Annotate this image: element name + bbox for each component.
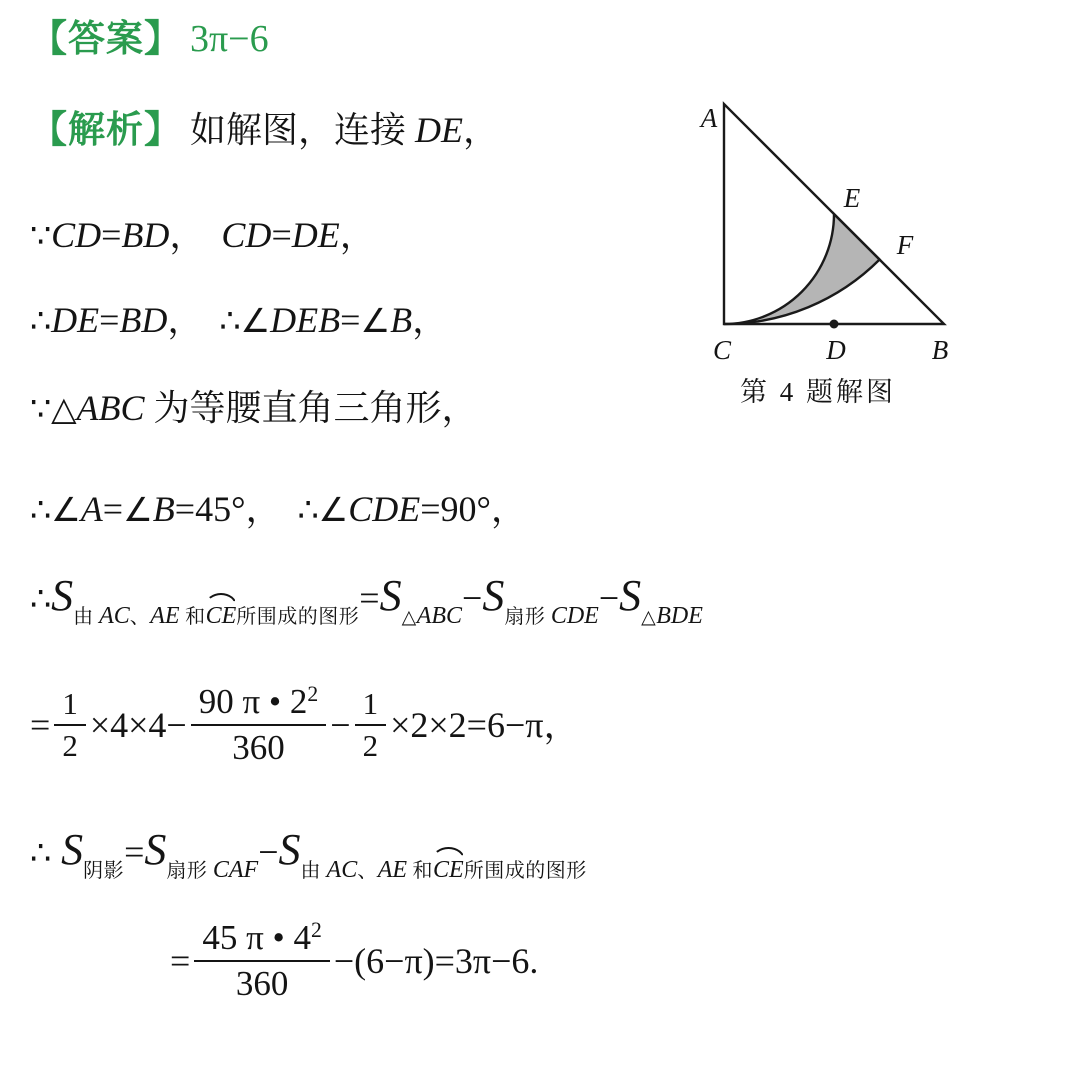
sub-text: 扇形 [166,860,213,882]
therefore-symbol: ∴ [297,490,319,530]
sub-text: AE [377,857,408,883]
math-text: = [271,215,292,256]
area-symbol: S [482,570,505,620]
math-text: B [390,299,413,340]
sub-text: 扇形 [504,605,551,628]
math-text: B [152,489,175,530]
sub-text: 由 [73,605,100,628]
denominator: 2 [362,728,379,763]
shaded-region [724,214,880,324]
therefore-symbol: ∴ [219,300,241,340]
math-text: ， [339,215,376,256]
analysis-label: 【解析】 [30,109,182,151]
math-text: DEB [270,299,341,340]
subscript-shaded [83,860,124,882]
math-text: = [102,489,124,530]
math-text: ×2×2=6−π， [390,704,580,745]
area-symbol: S [619,570,642,620]
fraction-sector-CAF [194,918,330,1005]
because-symbol: ∵ [30,216,52,256]
math-text: ， [463,110,500,151]
math-text: −(6−π)=3π−6. [333,941,539,982]
analysis-line-7 [30,650,1080,800]
equals-sign: = [359,577,380,618]
math-text: CD [221,215,272,256]
triangle-symbol: △ [51,389,77,429]
area-symbol: S [379,570,402,620]
math-text: CD [51,215,102,256]
sub-text: CDE [550,602,599,629]
math-text: ， [412,299,449,340]
sub-text: AC [326,857,358,883]
therefore-symbol: ∴ [30,578,52,618]
equals-sign: = [170,941,191,982]
analysis-line-6 [30,570,1080,632]
angle-symbol: ∠ [360,300,391,340]
subscript-triangle-ABC [401,602,463,629]
fraction-one-half [355,686,387,763]
subscript-triangle-BDE [641,602,703,629]
minus-sign: − [462,577,483,618]
analysis-line-8 [30,825,1080,886]
angle-symbol: ∠ [240,300,271,340]
arc-CE: CE [433,854,464,886]
math-text: DE [51,299,100,340]
analysis-line-5 [30,485,1080,534]
area-symbol: S [144,825,167,874]
math-text: = [340,299,361,340]
denominator: 2 [62,728,78,763]
triangle-symbol: △ [641,605,657,628]
label-F: F [896,230,914,260]
math-text: = [101,215,122,256]
sub-text: AE [150,602,180,629]
equals-sign: = [30,704,51,745]
area-symbol: S [278,825,301,874]
exponent: 2 [311,918,322,943]
subscript-sector-CDE [504,602,599,629]
triangle-diagram [649,79,961,364]
answer-value: 3π−6 [190,18,269,60]
solution-figure [649,79,961,409]
math-text: DE [415,110,464,151]
sub-text: AC [99,602,130,629]
therefore-symbol: ∴ [30,300,52,340]
math-text: A [80,489,103,530]
numerator [191,682,327,726]
subscript-region-description [300,857,587,883]
math-text: 如解图，连接 [190,110,416,151]
sub-text: BDE [656,602,703,629]
minus-sign: − [258,832,279,872]
label-E: E [843,183,861,213]
numerator: 1 [54,686,86,726]
sub-text: 和 [407,860,434,882]
triangle-symbol: △ [401,605,417,628]
sub-text: 由 [300,860,327,882]
therefore-symbol: ∴ [30,490,52,530]
subscript-sector-CAF [166,857,259,883]
math-text: = [99,299,120,340]
label-D: D [826,335,846,364]
math-text: ， [169,215,206,256]
math-text: DE [291,215,340,256]
sub-text: CAF [212,857,259,883]
analysis-line-9 [170,886,1080,1036]
label-A: A [700,103,718,133]
sub-text: 、 [129,605,151,628]
equals-sign: = [124,832,145,872]
label-C: C [712,335,732,364]
math-text: ABC [76,388,145,429]
minus-sign: − [598,577,620,618]
denominator: 360 [232,728,285,767]
sub-text: ABC [416,602,463,629]
arc-CE: CE [206,600,237,632]
because-symbol: ∵ [30,389,52,429]
math-text: ， [167,299,204,340]
therefore-symbol: ∴ [30,833,52,872]
fraction-one-half [54,686,86,763]
angle-symbol: ∠ [318,490,349,530]
numerator [194,918,330,962]
math-text: =90°， [420,489,527,530]
numerator-text: 45 π • 4 [202,918,311,958]
math-text: ×4×4− [89,704,187,745]
fraction-sector-CDE [191,682,327,769]
point-D-dot [830,320,839,329]
math-text: BD [121,215,170,256]
sub-text: 阴影 [83,860,125,882]
area-symbol: S [61,825,84,874]
sub-text: 、 [357,860,378,882]
sub-text: 和 [179,605,206,628]
answer-label: 【答案】 [30,18,182,59]
numerator: 1 [355,686,387,726]
numerator-text: 90 π • 2 [198,681,308,721]
area-symbol: S [51,570,74,620]
figure-caption: 第 4 题解图 [740,377,896,407]
math-text: CDE [348,489,421,530]
denominator: 360 [235,964,289,1004]
exponent: 2 [307,681,319,706]
math-text: =45°， [174,489,282,530]
sub-text: 所围成的图形 [236,605,360,628]
minus-sign: − [330,704,351,745]
sub-text: 所围成的图形 [463,860,587,882]
math-text: BD [119,299,168,340]
subscript-region-description [73,602,360,629]
angle-symbol: ∠ [123,490,153,530]
math-text: 为等腰直角三角形， [144,388,478,429]
label-B: B [931,335,949,364]
angle-symbol: ∠ [51,490,81,530]
answer-line [30,0,1080,65]
